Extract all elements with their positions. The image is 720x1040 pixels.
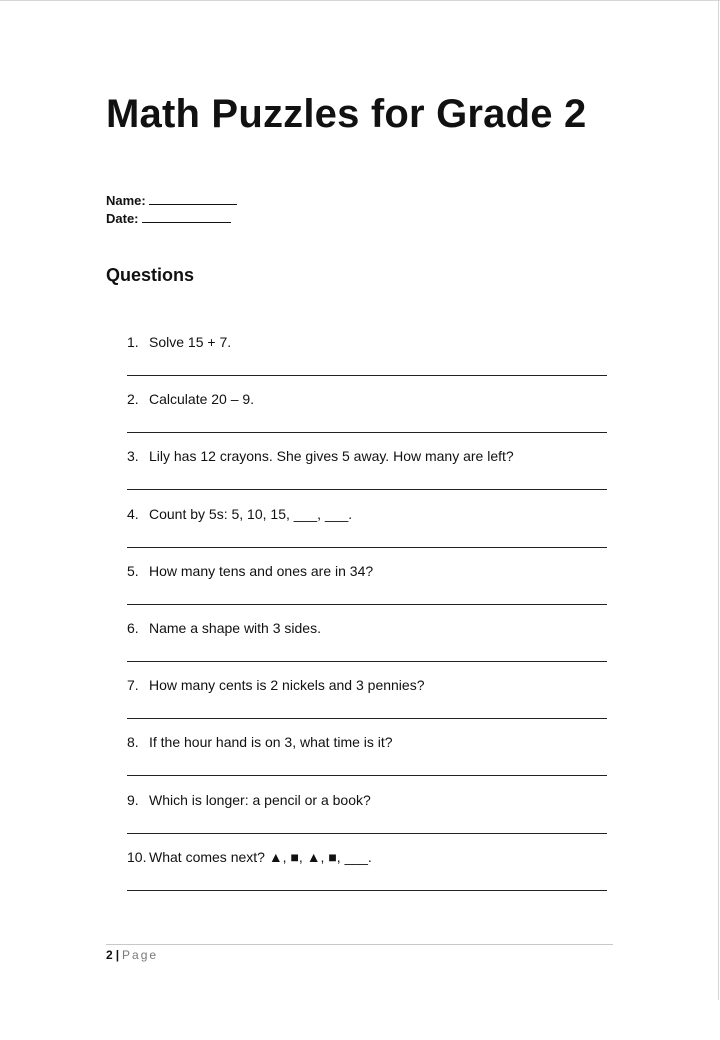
question-number: 5. bbox=[127, 562, 139, 579]
question-item bbox=[127, 849, 607, 906]
question-item bbox=[127, 391, 607, 448]
footer-separator: | bbox=[115, 948, 120, 962]
question-text: How many cents is 2 nickels and 3 pennies? bbox=[149, 677, 425, 694]
question-number: 8. bbox=[127, 734, 139, 751]
page-edge-right bbox=[718, 0, 719, 1000]
question-text: If the hour hand is on 3, what time is it? bbox=[149, 734, 393, 751]
answer-line bbox=[127, 890, 607, 891]
question-text: Solve 15 + 7. bbox=[149, 334, 232, 350]
question-list bbox=[127, 334, 607, 906]
name-blank-line bbox=[149, 203, 237, 205]
answer-line bbox=[127, 775, 607, 776]
question-item bbox=[127, 620, 607, 677]
question-item bbox=[127, 448, 607, 505]
question-number: 7. bbox=[127, 677, 139, 694]
name-label: Name: bbox=[106, 193, 146, 208]
question-text: Which is longer: a pencil or a book? bbox=[149, 791, 371, 808]
answer-line bbox=[127, 489, 607, 490]
question-number: 4. bbox=[127, 505, 139, 522]
answer-line bbox=[127, 833, 607, 834]
date-field bbox=[106, 211, 231, 226]
question-number: 9. bbox=[127, 791, 139, 808]
footer-page-label: Page bbox=[122, 948, 159, 962]
answer-line bbox=[127, 604, 607, 605]
question-item bbox=[127, 563, 607, 620]
question-item bbox=[127, 677, 607, 734]
answer-line bbox=[127, 432, 607, 433]
question-number: 10. bbox=[127, 848, 147, 865]
footer-page-number: 2 bbox=[106, 948, 113, 962]
question-number: 3. bbox=[127, 448, 139, 465]
footer-divider bbox=[106, 944, 613, 945]
question-text: Count by 5s: 5, 10, 15, ___, ___. bbox=[149, 505, 353, 522]
question-text: Lily has 12 crayons. She gives 5 away. How many are left? bbox=[149, 448, 514, 465]
answer-line bbox=[127, 661, 607, 662]
page-footer bbox=[106, 948, 158, 962]
question-number: 2. bbox=[127, 391, 139, 408]
date-blank-line bbox=[142, 221, 231, 223]
answer-line bbox=[127, 718, 607, 719]
answer-line bbox=[127, 375, 607, 376]
question-item bbox=[127, 792, 607, 849]
answer-line bbox=[127, 547, 607, 548]
question-number: 6. bbox=[127, 619, 139, 636]
page-title: Math Puzzles for Grade 2 bbox=[106, 92, 587, 136]
question-text: Calculate 20 – 9. bbox=[149, 391, 255, 408]
question-text: What comes next? ▲, ■, ▲, ■, ___. bbox=[149, 848, 372, 865]
page-edge-top bbox=[0, 0, 720, 1]
question-item bbox=[127, 334, 607, 391]
question-item bbox=[127, 506, 607, 563]
question-item bbox=[127, 734, 607, 791]
question-text: Name a shape with 3 sides. bbox=[149, 619, 321, 636]
date-label: Date: bbox=[106, 211, 139, 226]
questions-heading: Questions bbox=[106, 265, 195, 285]
question-text: How many tens and ones are in 34? bbox=[149, 562, 374, 579]
name-field bbox=[106, 193, 237, 208]
question-number: 1. bbox=[127, 334, 139, 350]
